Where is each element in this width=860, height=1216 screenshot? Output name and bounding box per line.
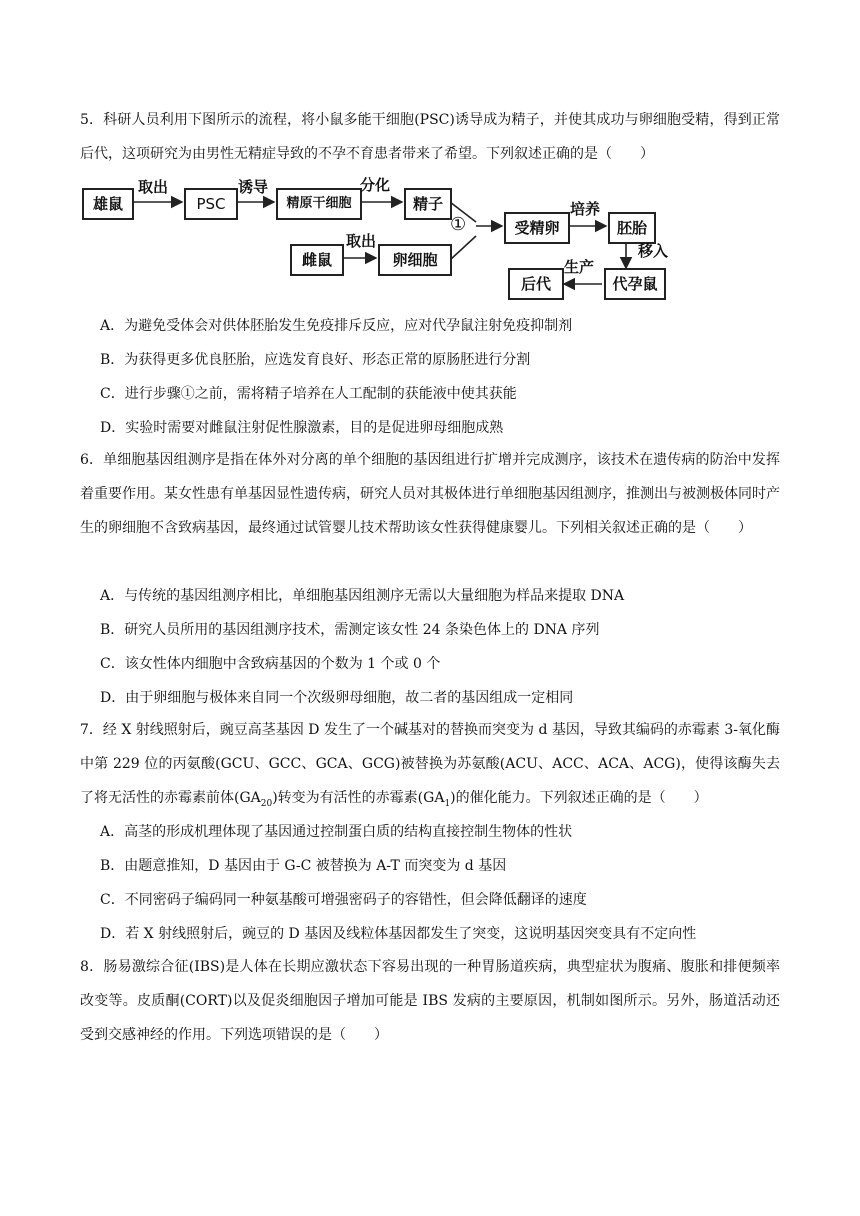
q5-option-d: D．实验时需要对雌鼠注射促性腺激素，目的是促进卵母细胞成熟 xyxy=(100,420,504,436)
question-7-stem xyxy=(80,713,780,815)
box-fertilized-egg: 受精卵 xyxy=(504,212,570,244)
label-transfer: 移入 xyxy=(638,242,669,260)
step-1-marker: ① xyxy=(450,214,467,235)
box-psc: PSC xyxy=(184,188,238,220)
q7-option-b: B．由题意推知，D 基因由于 G-C 被替换为 A-T 而突变为 d 基因 xyxy=(100,858,507,874)
box-spermatogonia: 精原干细胞 xyxy=(276,188,362,220)
q7-stem-part-a: 7．经 X 射线照射后，豌豆高茎基因 D 发生了一个碱基对的替换而突变为 d 基因，导致其编码的赤霉素 3-氧化酶中第 229 位的丙氨酸(GCU、GCC、GCA、GCG)被替换为苏氨酸(ACU、ACC、ACA、ACG)，使得该酶失去了将无活性的赤霉素前体(GA xyxy=(80,722,780,806)
q7-option-a: A．高茎的形成机理体现了基因通过控制蛋白质的结构直接控制生物体的性状 xyxy=(100,824,573,840)
question-8-stem: 8．肠易激综合征(IBS)是人体在长期应激状态下容易出现的一种胃肠道疾病，典型症状为腹痛、腹胀和排便频率改变等。皮质酮(CORT)以及促炎细胞因子增加可能是 IBS 发病的主要原因，机制如图所示。另外，肠道活动还受到交感神经的作用。下列选项错误的是（ ） xyxy=(80,959,780,1043)
box-embryo: 胚胎 xyxy=(608,212,656,244)
q5-option-b: B．为获得更多优良胚胎，应选发育良好、形态正常的原肠胚进行分割 xyxy=(100,352,531,368)
label-take-out-2: 取出 xyxy=(346,232,377,250)
q7-option-d: D．若 X 射线照射后，豌豆的 D 基因及线粒体基因都发生了突变，这说明基因突变具有不定向性 xyxy=(100,926,697,942)
q7-option-c: C．不同密码子编码同一种氨基酸可增强密码子的容错性，但会降低翻译的速度 xyxy=(100,892,587,908)
q6-option-a: A．与传统的基因组测序相比，单细胞基因组测序无需以大量细胞为样品来提取 DNA xyxy=(100,588,625,604)
box-offspring: 后代 xyxy=(508,268,564,300)
question-5-stem: 5．科研人员利用下图所示的流程，将小鼠多能干细胞(PSC)诱导成为精子，并使其成功与卵细胞受精，得到正常后代，这项研究为由男性无精症导致的不孕不育患者带来了希望。下列叙述正确的是（ ） xyxy=(80,112,780,162)
q7-subscript-20: 20 xyxy=(260,798,273,809)
q7-stem-part-c: )的催化能力。下列叙述正确的是（ ） xyxy=(450,790,708,806)
q5-option-c: C．进行步骤①之前，需将精子培养在人工配制的获能液中使其获能 xyxy=(100,386,517,402)
label-produce: 生产 xyxy=(564,258,595,276)
box-female-mouse: 雌鼠 xyxy=(290,244,344,276)
q6-option-d: D．由于卵细胞与极体来自同一个次级卵母细胞，故二者的基因组成一定相同 xyxy=(100,690,574,706)
box-male-mouse: 雄鼠 xyxy=(82,188,134,220)
label-differentiate: 分化 xyxy=(360,176,391,194)
q6-option-c: C．该女性体内细胞中含致病基因的个数为 1 个或 0 个 xyxy=(100,656,441,672)
q6-option-b: B．研究人员所用的基因组测序技术，需测定该女性 24 条染色体上的 DNA 序列 xyxy=(100,622,600,638)
box-sperm: 精子 xyxy=(404,188,452,220)
question-6-stem: 6．单细胞基因组测序是指在体外对分离的单个细胞的基因组进行扩增并完成测序，该技术在遗传病的防治中发挥着重要作用。某女性患有单基因显性遗传病，研究人员对其极体进行单细胞基因组测序，推测出与被测极体同时产生的卵细胞不含致病基因，最终通过试管婴儿技术帮助该女性获得健康婴儿。下列相关叙述正确的是（ ） xyxy=(80,452,780,536)
q5-option-a: A．为避免受体会对供体胚胎发生免疫排斥反应，应对代孕鼠注射免疫抑制剂 xyxy=(100,318,573,334)
label-take-out-1: 取出 xyxy=(138,178,169,196)
q5-flow-diagram xyxy=(78,168,698,306)
box-egg: 卵细胞 xyxy=(378,244,452,276)
box-surrogate: 代孕鼠 xyxy=(604,268,666,300)
q7-stem-part-b: )转变为有活性的赤霉素(GA xyxy=(272,790,445,806)
q7-subscript-1: 1 xyxy=(444,798,451,809)
label-culture: 培养 xyxy=(570,200,601,218)
label-induce: 诱导 xyxy=(238,178,269,196)
